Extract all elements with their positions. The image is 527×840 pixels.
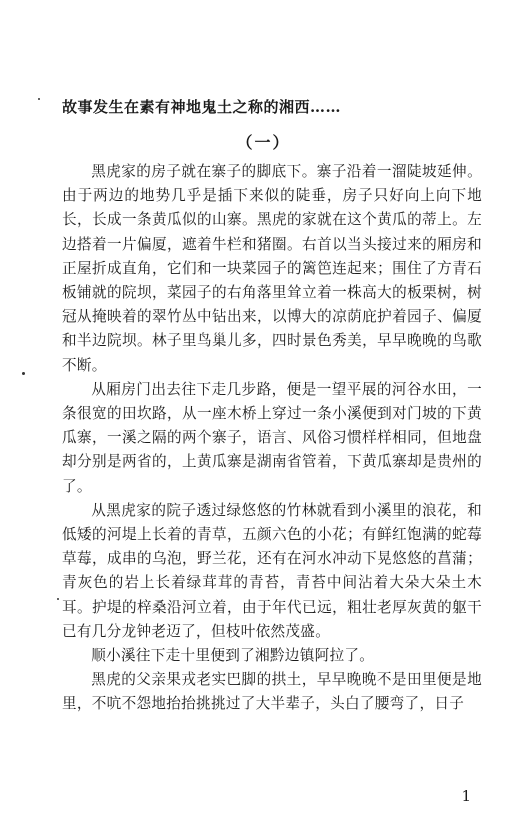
- scan-speck: [38, 98, 40, 100]
- epigraph: 故事发生在素有神地鬼土之称的湘西……: [62, 98, 342, 116]
- page-number: 1: [461, 787, 471, 805]
- paragraph: 黑虎的父亲果戎老实巴脚的拱土，早早晚晚不是田里便是地里，不吭不怨地抬抬挑挑过了大半辈子，头白了腰弯了，日子: [62, 671, 482, 713]
- paragraph: 从黑虎家的院子透过绿悠悠的竹林就看到小溪里的浪花，和低矮的河堤上长着的青草，五颜六色的小花；有鲜红饱满的蛇莓草莓，成串的乌泡，野兰花，还有在河水冲动下晃悠悠的菖蒲；青灰色的岩上长着绿茸茸的青苔，青苔中间沾着大朵大朵土木耳。护堤的梓桑沿河立着，由于年代已远，粗壮老厚灰黄的躯干已有几分龙钟老迈了，但枝叶依然茂盛。: [62, 501, 482, 640]
- scan-speck: [22, 372, 25, 375]
- section-heading: （一）: [236, 133, 291, 152]
- paragraph: 顺小溪往下走十里便到了湘黔边镇阿拉了。: [91, 647, 375, 665]
- scan-speck: [57, 598, 59, 600]
- body-text: [62, 160, 482, 717]
- paragraph: 黑虎家的房子就在寨子的脚底下。寨子沿着一溜陡坡延伸。由于两边的地势几乎是插下来似的陡垂，房子只好向上向下地长，长成一条黄瓜似的山寨。黑虎的家就在这个黄瓜的蒂上。左边搭着一片偏厦，遮着牛栏和猪圈。右首以当头接过来的厢房和正屋折成直角，它们和一块菜园子的篱笆连起来；围住了方青石板铺就的院坝，菜园子的右角落里耸立着一株高大的板栗树，树冠从掩映着的翠竹丛中钻出来，以博大的凉荫庇护着园子、偏厦和半边院坝。林子里鸟巢儿多，四时景色秀美，早早晚晚的鸟歌不断。: [62, 163, 482, 374]
- paragraph: 从厢房门出去往下走几步路，便是一望平展的河谷水田，一条很宽的田坎路，从一座木桥上穿过一条小溪便到对门坡的下黄瓜寨，一溪之隔的两个寨子，语言、风俗习惯样样相同，但地盘却分别是两省的，上黄瓜寨是湖南省管着，下黄瓜寨却是贵州的了。: [62, 380, 482, 495]
